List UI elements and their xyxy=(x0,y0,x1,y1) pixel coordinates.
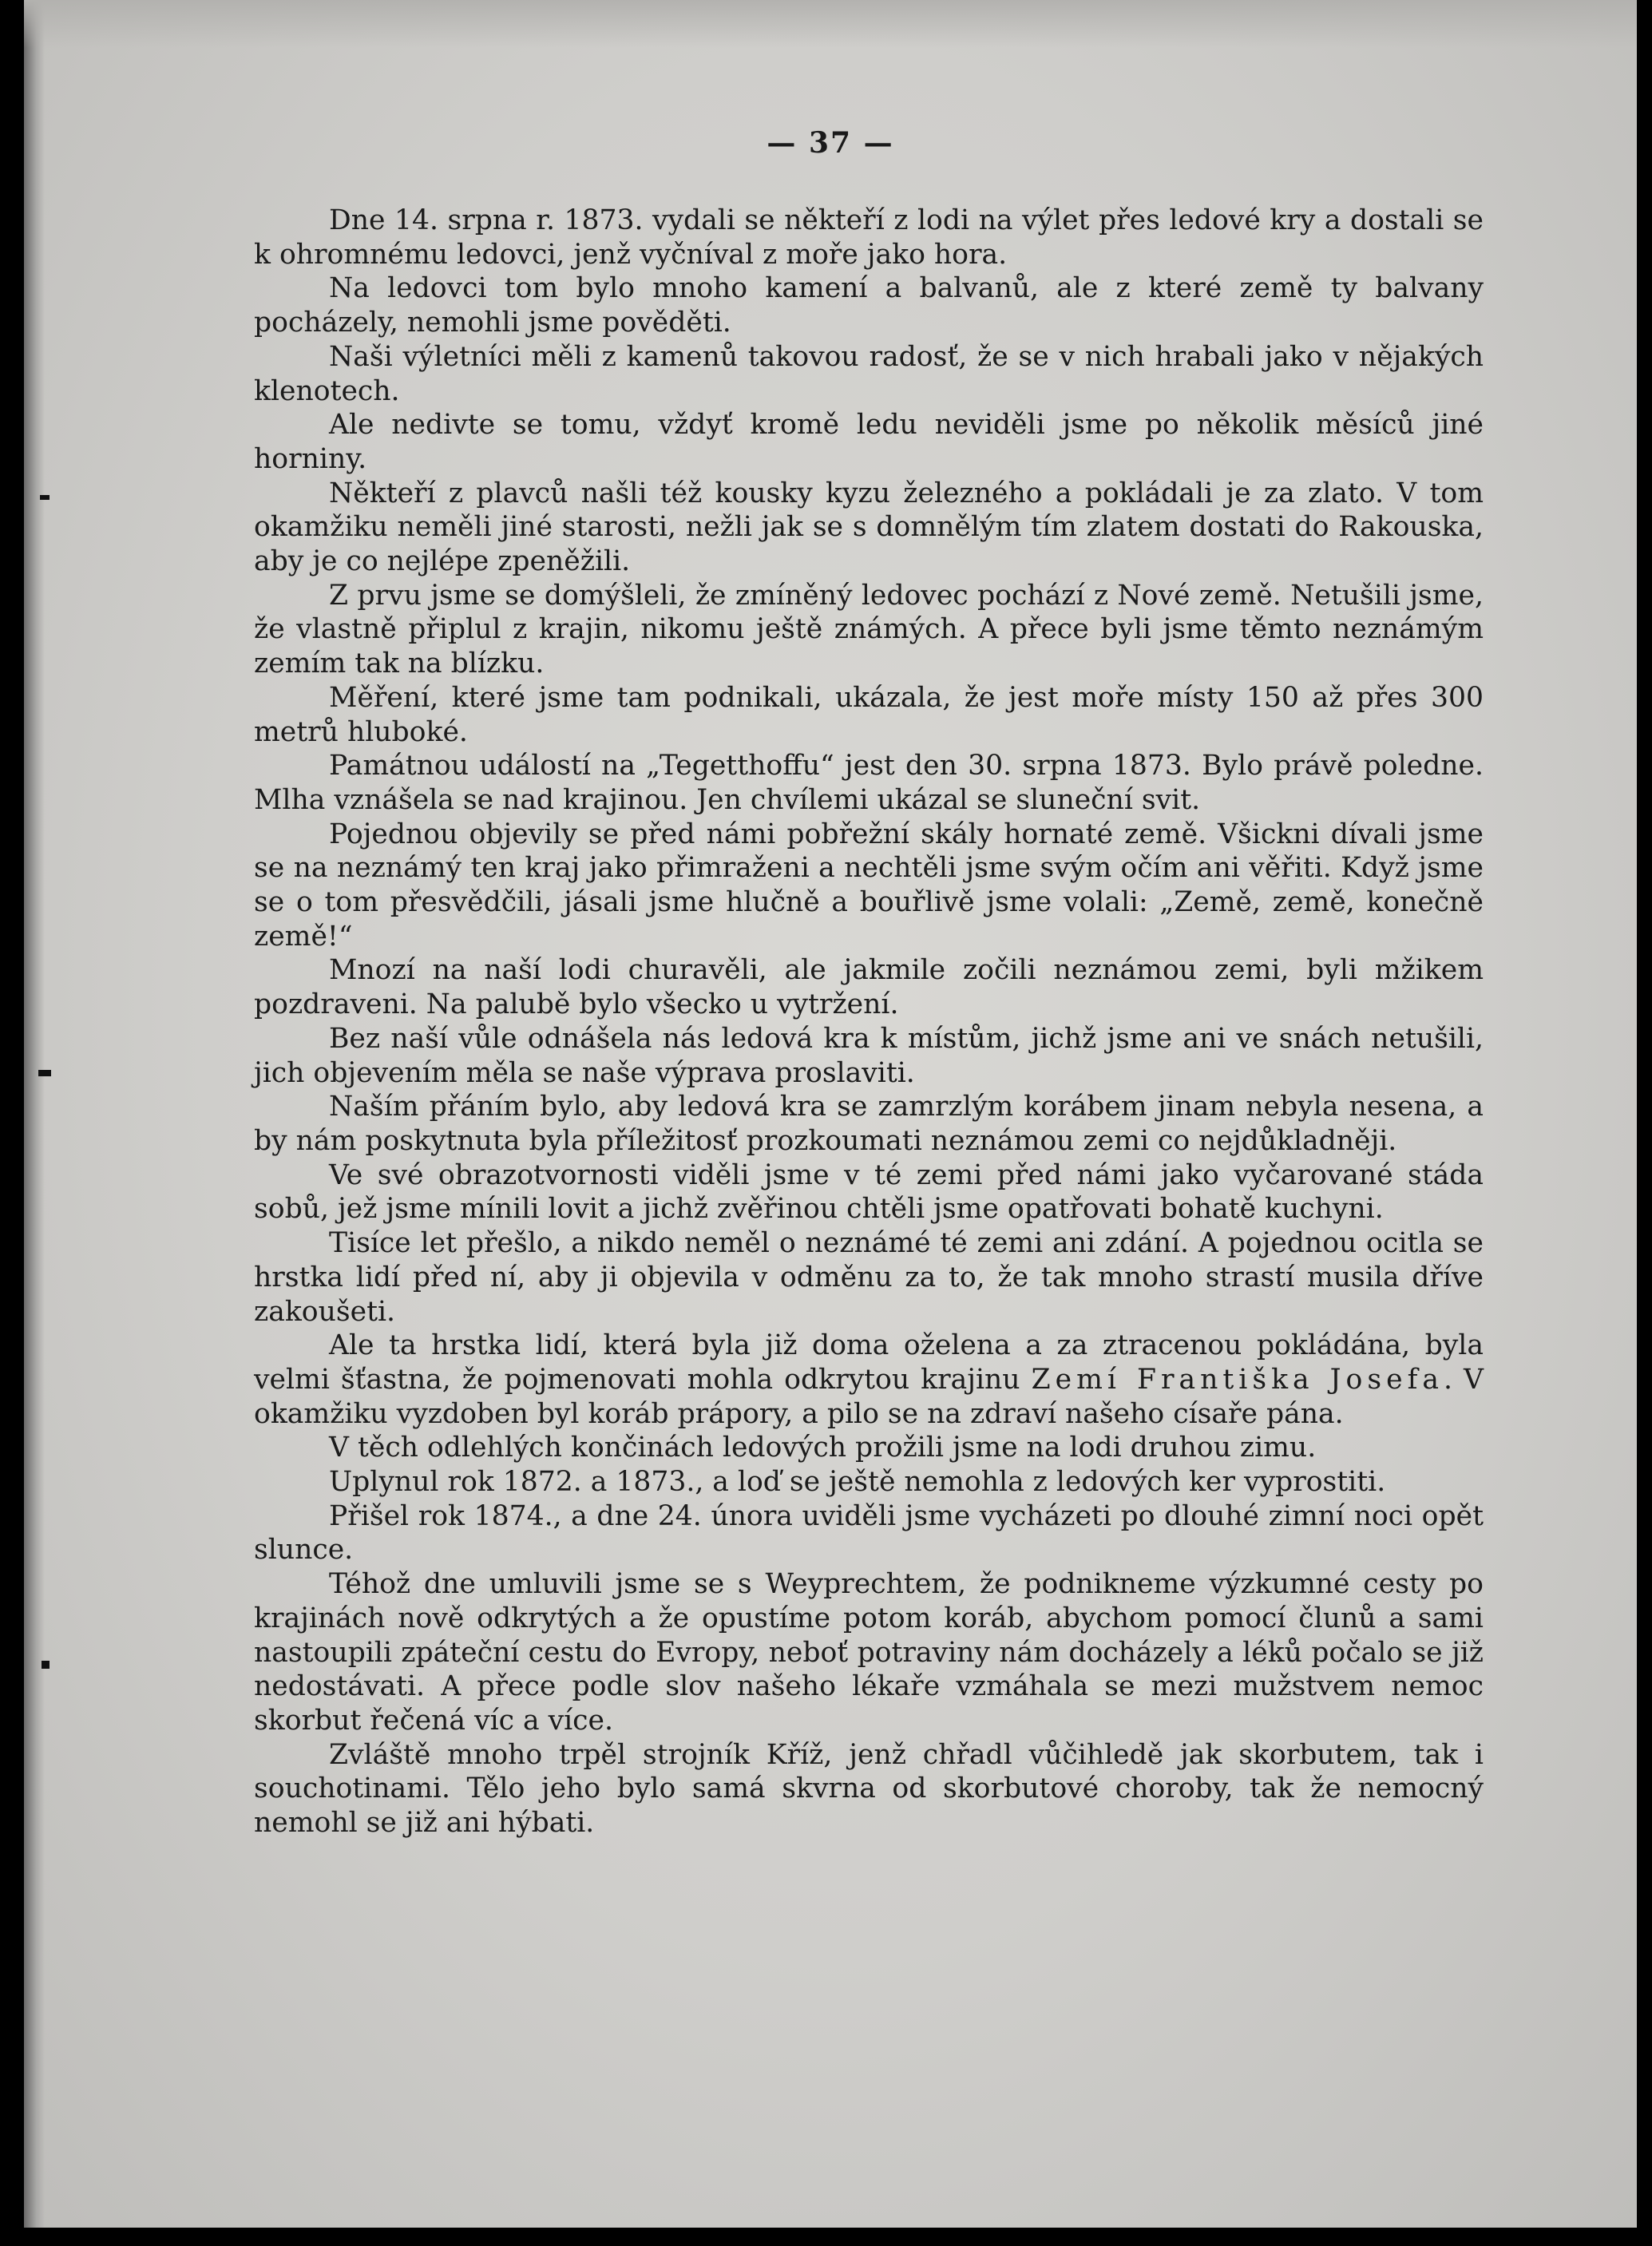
paragraph: Zvláště mnoho trpěl strojník Kříž, jenž chřadl vůčihledě jak skorbutem, tak i souchotinami. Tělo jeho bylo samá skvrna od skorbutové choroby, tak že nemocný nemohl se již ani hýbati. xyxy=(254,1738,1484,1840)
paragraph: Na ledovci tom bylo mnoho kamení a balvanů, ale z které země ty balvany pocházely, nemohli jsme pověděti. xyxy=(254,272,1484,339)
paragraph: Ale nedivte se tomu, vždyť kromě ledu neviděli jsme po několik měsíců jiné horniny. xyxy=(254,409,1484,475)
binding-mark xyxy=(42,1661,50,1669)
paragraph: V těch odlehlých končinách ledových prožili jsme na lodi druhou zimu. xyxy=(329,1432,1317,1464)
page-number: — 37 — xyxy=(767,126,894,160)
paragraph: Pojednou objevily se před námi pobřežní skály hornaté země. Všickni dívali jsme se na neznámý ten kraj jako přimraženi a nechtěli jsme svým očím ani věřiti. Když jsme se o tom přesvědčili, jásali jsme hlučně a bouřlivě jsme volali: „Země, země, konečně země!“ xyxy=(254,818,1484,953)
top-edge-shadow xyxy=(24,0,1637,48)
paragraph: Naši výletníci měli z kamenů takovou radosť, že se v nich hrabali jako v nějakých klenotech. xyxy=(254,340,1484,407)
paragraph: Téhož dne umluvili jsme se s Weyprechtem, že podnikneme výzkumné cesty po krajinách nově odkrytých a že opustíme potom koráb, abychom pomocí člunů a sami nastoupili zpáteční cestu do Evropy, neboť potraviny nám docházely a léků počalo se již nedostávati. A přece podle slov našeho lékaře vzmáhala se mezi mužstvem nemoc skorbut řečená víc a více. xyxy=(254,1568,1484,1737)
binding-shadow xyxy=(24,0,45,2228)
paragraph: Uplynul rok 1872. a 1873., a loď se ještě nemohla z ledových ker vyprostiti. xyxy=(329,1466,1386,1499)
paragraph xyxy=(254,1329,1484,1431)
paragraph: Ve své obrazotvornosti viděli jsme v té zemi před námi jako vyčarované stáda sobů, jež jsme mínili lovit a jichž zvěřinou chtěli jsme opatřovati bohatě kuchyni. xyxy=(254,1159,1484,1226)
paragraph: Měření, které jsme tam podnikali, ukázala, že jest moře místy 150 až přes 300 metrů hluboké. xyxy=(254,681,1484,748)
paragraph: Naším přáním bylo, aby ledová kra se zamrzlým korábem jinam nebyla nesena, a by nám poskytnuta byla příležitosť prozkoumati neznámou zemi co nejdůkladněji. xyxy=(254,1091,1484,1157)
paragraph: Z prvu jsme se domýšleli, že zmíněný ledovec pochází z Nové země. Netušili jsme, že vlastně připlul z krajin, nikomu ještě známých. A přece byli jsme těmto neznámým zemím tak na blízku. xyxy=(254,579,1484,680)
paragraph-text: . V okamžiku vyzdoben byl koráb prápory, a pilo se na zdraví našeho císaře pána. xyxy=(254,1363,1484,1430)
emphasized-place-name: Zemí Františka Josefa xyxy=(1031,1363,1444,1396)
paragraph: Dne 14. srpna r. 1873. vydali se někteří z lodi na výlet přes ledové kry a dostali se k ohromnému ledovci, jenž vyčníval z moře jako hora. xyxy=(254,204,1484,271)
binding-mark xyxy=(38,1070,51,1076)
paragraph: Někteří z plavců našli též kousky kyzu železného a pokládali je za zlato. V tom okamžiku neměli jiné starosti, nežli jak se s domnělým tím zlatem dostati do Rakouska, aby je co nejlépe zpeněžili. xyxy=(254,477,1484,578)
paragraph: Tisíce let přešlo, a nikdo neměl o neznámé té zemi ani zdání. A pojednou ocitla se hrstka lidí před ní, aby ji objevila v odměnu za to, že tak mnoho strastí musila dříve zakoušeti. xyxy=(254,1227,1484,1328)
paragraph: Mnozí na naší lodi churavěli, ale jakmile zočili neznámou zemi, byli mžikem pozdraveni. Na palubě bylo všecko u vytržení. xyxy=(254,954,1484,1021)
paragraph: Přišel rok 1874., a dne 24. února uviděli jsme vycházeti po dlouhé zimní noci opět slunce. xyxy=(254,1499,1484,1567)
paragraph: Bez naší vůle odnášela nás ledová kra k místům, jichž jsme ani ve snách netušili, jich objevením měla se naše výprava proslaviti. xyxy=(254,1022,1484,1089)
body-text xyxy=(254,204,1484,1840)
paragraph: Památnou událostí na „Tegetthoffu“ jest den 30. srpna 1873. Bylo právě poledne. Mlha vznášela se nad krajinou. Jen chvílemi ukázal se sluneční svit. xyxy=(254,750,1484,816)
paragraph-text: Ale ta hrstka lidí, která byla již doma oželena a za ztracenou pokládána, byla velmi šťastna, že pojmenovati mohla odkrytou krajinu xyxy=(254,1329,1484,1396)
binding-mark xyxy=(40,495,50,500)
scanned-page xyxy=(24,0,1637,2228)
